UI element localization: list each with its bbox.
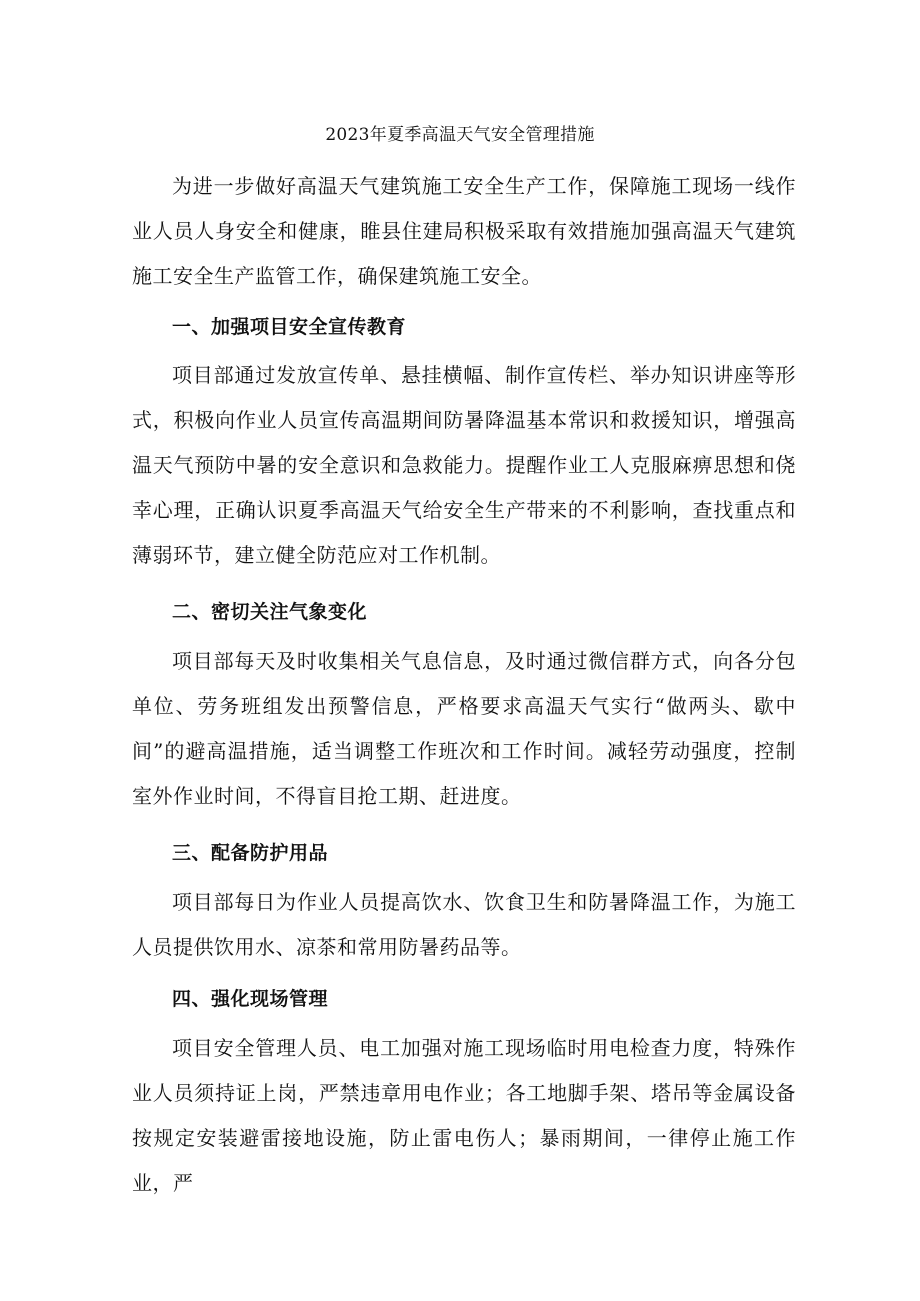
section-heading-2: 二、密切关注气象变化 [172, 601, 368, 623]
section-heading-4: 四、强化现场管理 [172, 988, 329, 1010]
section-body-4: 项目安全管理人员、电工加强对施工现场临时用电检查力度，特殊作业人员须持证上岗，严禁违章用电作业；各工地脚手架、塔吊等金属设备按规定安装避雷接地设施，防止雷电伤人；暴雨期间，一律停止施工作业，严 [132, 1036, 796, 1195]
document-title: 2023年夏季高温天气安全管理措施 [325, 125, 595, 145]
section-body-3: 项目部每日为作业人员提高饮水、饮食卫生和防暑降温工作，为施工人员提供饮用水、凉茶和常用防暑药品等。 [132, 890, 796, 959]
section-heading-1: 一、加强项目安全宣传教育 [172, 316, 407, 338]
intro-paragraph: 为进一步做好高温天气建筑施工安全生产工作，保障施工现场一线作业人员人身安全和健康，睢县住建局积极采取有效措施加强高温天气建筑施工安全生产监管工作，确保建筑施工安全。 [132, 174, 796, 288]
section-heading-3: 三、配备防护用品 [172, 842, 329, 864]
section-body-1: 项目部通过发放宣传单、悬挂横幅、制作宣传栏、举办知识讲座等形式，积极向作业人员宣传高温期间防暑降温基本常识和救援知识，增强高温天气预防中暑的安全意识和急救能力。提醒作业工人克服麻痹思想和侥幸心理，正确认识夏季高温天气给安全生产带来的不利影响，查找重点和薄弱环节，建立健全防范应对工作机制。 [132, 363, 796, 567]
section-body-2: 项目部每天及时收集相关气息信息，及时通过微信群方式，向各分包单位、劳务班组发出预警信息，严格要求高温天气实行“做两头、歇中间”的避高温措施，适当调整工作班次和工作时间。减轻劳动强度，控制室外作业时间，不得盲目抢工期、赶进度。 [132, 649, 796, 808]
